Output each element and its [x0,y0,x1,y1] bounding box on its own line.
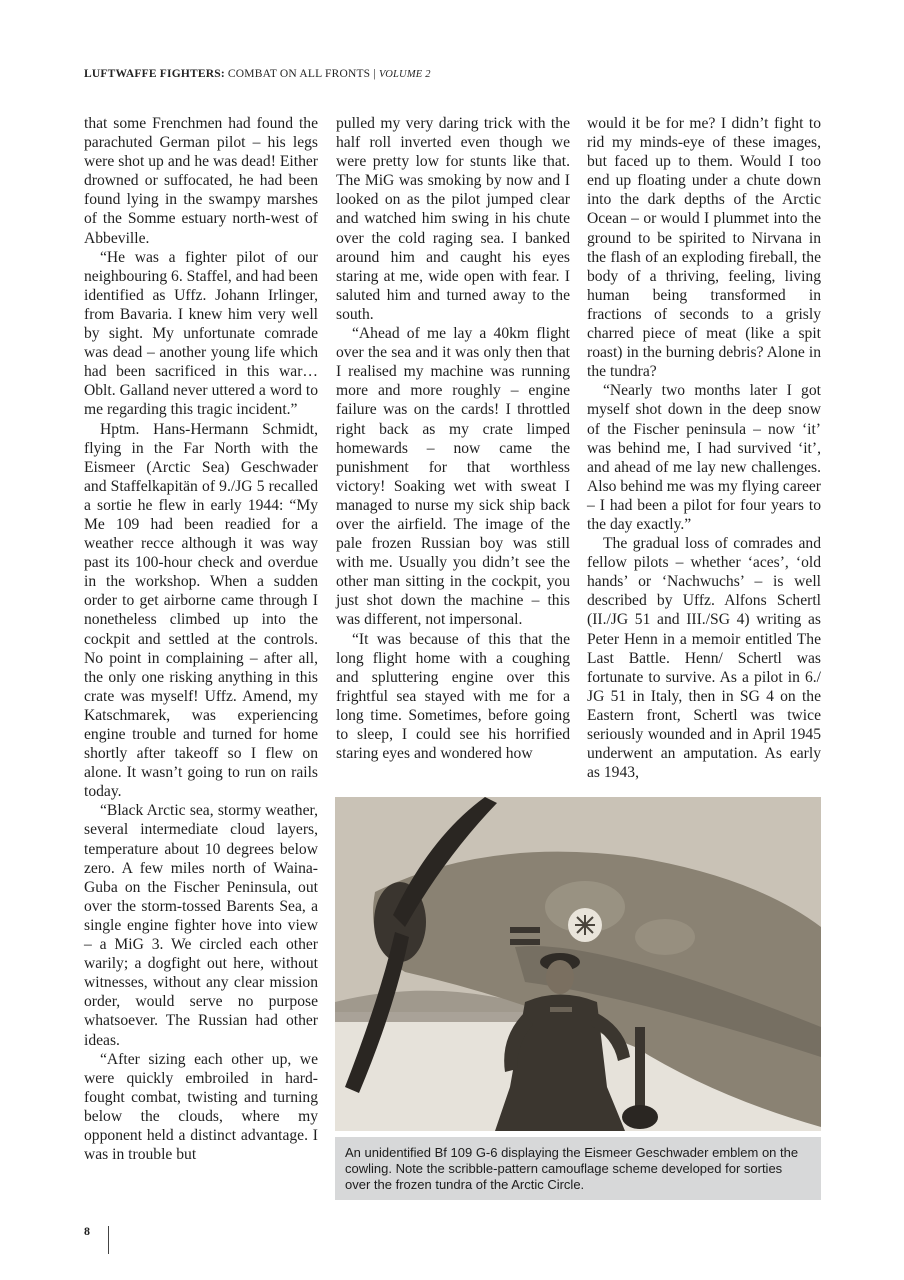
photo-illustration [335,797,821,1131]
text-column-2 [336,114,570,763]
folio-rule [108,1226,109,1254]
paragraph: “He was a fighter pilot of our neighbouring 6. Staffel, and had been identified as Uffz. Johann Irlinger, from Bavaria. I knew him very well by sight. My unfortunate comrade was dead – another young life which had been sacrificed in this war… Oblt. Galland never uttered a word to me regarding this tragic incident.” [84,248,318,419]
paragraph: “After sizing each other up, we were quickly embroiled in hard-fought combat, twisting and turning below the clouds, where my opponent held a distinct advantage. I was in trouble but [84,1050,318,1164]
paragraph: pulled my very daring trick with the half roll inverted even though we were pretty low for stunts like that. The MiG was smoking by now and I looked on as the pilot jumped clear and watched him swing in his chute over the cold raging sea. I banked around him and caught his eyes staring at me, wide open with fear. I saluted him and turned away to the south. [336,115,570,323]
page-number: 8 [84,1224,90,1238]
paragraph: Hptm. Hans-Hermann Schmidt, flying in the Far North with the Eismeer (Arctic Sea) Geschwader and Staffelkapitän of 9./JG 5 recalled a sortie he flew in early 1944: “My Me 109 had been readied for a weather recce although it was way past its 100-hour check and overdue in the workshop. When a sudden order to get airborne came through I nonetheless climbed up into the cockpit and settled at the controls. No point in complaining – after all, the only one risking anything in this crate was myself! Uffz. Amend, my Katschmarek, was experiencing engine trouble and turned for home shortly after takeoff so I flew on alone. It wasn’t going to run on rails today. [84,420,318,801]
paragraph: would it be for me? I didn’t fight to rid my minds-eye of these images, but faced up to them. Would I too end up floating under a chute down into the dark depths of the Arctic Ocean – or would I plummet into the ground to be spirited to Nirvana in the flash of an exploding fireball, the body of a thriving, feeling, living human being transformed in fractions of seconds to a grisly charred piece of meat (like a spit roast) in the burning debris? Alone in the tundra? [587,115,821,381]
header-subtitle: COMBAT ON ALL FRONTS | [224,68,379,80]
paragraph: The gradual loss of comrades and fellow pilots – whether ‘aces’, ‘old hands’ or ‘Nachwuchs’ – is well described by Uffz. Alfons Schertl (II./JG 51 and III./SG 4) writing as Peter Henn in a memoir entitled The Last Battle. Henn/ Schertl was fortunate to survive. As a pilot in 6./ JG 51 in Italy, then in SG 4 on the Eastern front, Schertl was twice seriously wounded and in April 1945 underwent an amputation. As early as 1943, [587,535,821,782]
paragraph: “Ahead of me lay a 40km flight over the sea and it was only then that I realised my machine was running more and more roughly – engine failure was on the cards! I throttled right back as my crate limped homewards – now came the punishment for that worthless victory! Soaking wet with sweat I managed to nurse my sick ship back over the airfield. The image of the pale frozen Russian boy was still with me. Usually you didn’t see the other man sitting in the cockpit, you just shot down the machine – this was different, not impersonal. [336,325,570,629]
paragraph: that some Frenchmen had found the parachuted German pilot – his legs were shot up and he was dead! Either drowned or suffocated, he had been found lying in the swampy marshes of the Somme estuary north-west of Abbeville. [84,115,318,247]
text-column-1 [84,114,318,1164]
paragraph: “Nearly two months later I got myself shot down in the deep snow of the Fischer peninsula – now ‘it’ was behind me, I had survived ‘it’, and ahead of me lay new challenges. Also behind me was my flying career – I had been a pilot for four years to the day exactly.” [587,382,821,533]
photo-caption: An unidentified Bf 109 G-6 displaying the Eismeer Geschwader emblem on the cowling. Note the scribble-pattern camouflage scheme developed for sorties over the frozen tundra of the Arctic Circle. [335,1137,821,1200]
paragraph: “It was because of this that the long flight home with a coughing and spluttering engine over this frightful sea stayed with me for a long time. Sometimes, before going to sleep, I could see his horrified staring eyes and wondered how [336,630,570,763]
header-series-title: LUFTWAFFE FIGHTERS: [84,68,225,80]
header-volume: VOLUME 2 [378,69,431,80]
running-header [84,68,820,80]
text-column-3 [587,114,821,782]
paragraph: “Black Arctic sea, stormy weather, several intermediate cloud layers, temperature about 10 degrees below zero. A few miles north of Waina-Guba on the Fischer Peninsula, out over the storm-tossed Barents Sea, a single engine fighter hove into view – a MiG 3. We circled each other warily; a dogfight out here, without witnesses, without any clear mission order, would serve no purpose whatsoever. The Russian had other ideas. [84,802,318,1049]
photo-bf109-pilot [335,797,821,1131]
